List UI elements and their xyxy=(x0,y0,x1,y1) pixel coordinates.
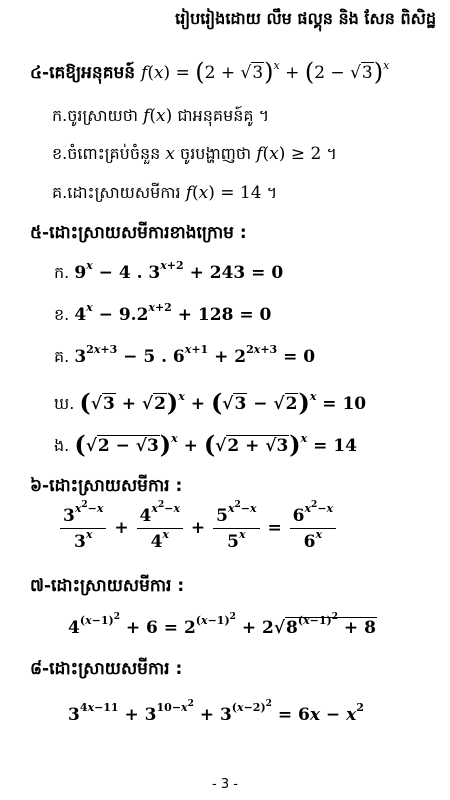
page-number: - 3 - xyxy=(212,777,238,792)
problem-4c: គ.ដោះស្រាយសមីការ f(x) = 14 ។ xyxy=(52,183,278,203)
page-header: រៀបរៀងដោយ លឹម ផល្គុន និង សែន ពិសិដ្ឋ xyxy=(175,9,436,28)
problem-6-equation: $\frac{3^{x^2-x}}{3^x}$ + $\frac{4^{x^2-x}}{4^x}$ + $\frac{5^{x^2-x}}{5^x}$ = $\frac{6^{x^2-x}}{6^x}$ xyxy=(58,505,338,552)
problem-5d: ឃ. $(√3 + √2)^x + (√3 - √2)^x = 10$ xyxy=(54,388,367,417)
problem-6-title: ៦-ដោះស្រាយសមីការ : xyxy=(30,476,183,496)
problem-5e: ង. $(√2 - √3)^x + (√2 + √3)^x = 14$ xyxy=(54,430,357,459)
problem-8-title: ៨-ដោះស្រាយសមីការ : xyxy=(30,659,183,679)
problem-5a: ក. $9^x - 4$ . $3^{x+2} + 243 = 0$ xyxy=(54,259,284,283)
problem-4-title: ៤-គេឱ្យអនុគមន៍ xyxy=(30,63,142,83)
problem-4a: ក.ចូរស្រាយថា f(x) ជាអនុគមន៍គូ ។ xyxy=(52,106,270,126)
function-definition: $f(x) = (2 + √3)^x + (2 - √3)^x$ xyxy=(141,58,390,86)
problem-7-equation: $4^{(x-1)^2} + 6 = 2^{(x-1)^2} + 2√8^{(x-1)^2} + 8$ xyxy=(68,612,376,638)
problem-8-equation: $3^{4x-11} + 3^{10-x^2} + 3^{(x-2)^2} = 6x - x^2$ xyxy=(68,699,364,725)
problem-4b: ខ.ចំពោះគ្រប់ចំនួន x ចូរបង្ហាញថា f(x) ≥ 2 ។ xyxy=(52,144,337,164)
problem-5-title: ៥-ដោះស្រាយសមីការខាងក្រោម : xyxy=(30,223,247,243)
problem-7-title: ៧-ដោះស្រាយសមីការ : xyxy=(30,576,185,596)
problem-5c: គ. $3^{2x+3} - 5$ . $6^{x+1} + 2^{2x+3} = 0$ xyxy=(54,343,316,367)
problem-5b: ខ. $4^x - 9.2^{x+2} + 128 = 0$ xyxy=(54,301,272,325)
problem-4-statement xyxy=(30,58,389,87)
